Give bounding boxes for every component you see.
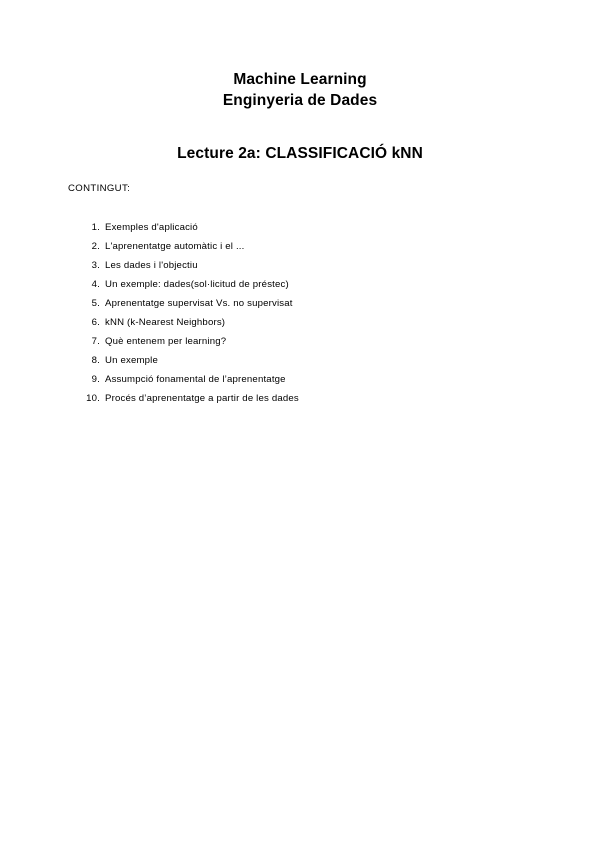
list-item xyxy=(68,389,538,408)
page-subtitle: Lecture 2a: CLASSIFICACIÓ kNN xyxy=(177,145,423,162)
list-item xyxy=(68,351,538,370)
contents-list xyxy=(68,218,538,408)
list-item-number: 3. xyxy=(91,260,100,271)
list-item xyxy=(68,275,538,294)
list-item-label: Un exemple xyxy=(105,355,158,366)
list-item xyxy=(68,218,538,237)
document-title-block xyxy=(0,69,600,111)
list-item-number: 9. xyxy=(91,374,100,385)
list-item xyxy=(68,332,538,351)
list-item-label: Exemples d'aplicació xyxy=(105,222,198,233)
page-title-line-2: Enginyeria de Dades xyxy=(222,92,378,109)
list-item-number: 8. xyxy=(91,355,100,366)
list-item xyxy=(68,313,538,332)
list-item xyxy=(68,370,538,389)
list-item xyxy=(68,294,538,313)
list-item-label: Les dades i l'objectiu xyxy=(105,260,198,271)
list-item-label: L'aprenentatge automàtic i el ... xyxy=(105,241,245,252)
page-title-line-1: Machine Learning xyxy=(233,71,367,88)
list-item-label: Un exemple: dades(sol·licitud de préstec) xyxy=(105,279,289,290)
list-item-label: Assumpció fonamental de l’aprenentatge xyxy=(105,374,286,385)
list-item-label: Aprenentatge supervisat Vs. no supervisat xyxy=(105,298,293,309)
document-subtitle-block xyxy=(0,144,600,164)
contents-label: CONTINGUT: xyxy=(68,183,131,194)
list-item-number: 4. xyxy=(91,279,100,290)
list-item-number: 2. xyxy=(91,241,100,252)
list-item-label: Què entenem per learning? xyxy=(105,336,227,347)
list-item-label: Procés d’aprenentatge a partir de les dades xyxy=(105,393,299,404)
list-item-number: 10. xyxy=(86,393,100,404)
list-item-number: 1. xyxy=(91,222,100,233)
list-item-label: kNN (k-Nearest Neighbors) xyxy=(105,317,226,328)
list-item-number: 5. xyxy=(91,298,100,309)
list-item xyxy=(68,237,538,256)
list-item xyxy=(68,256,538,275)
list-item-number: 6. xyxy=(91,317,100,328)
list-item-number: 7. xyxy=(91,336,100,347)
